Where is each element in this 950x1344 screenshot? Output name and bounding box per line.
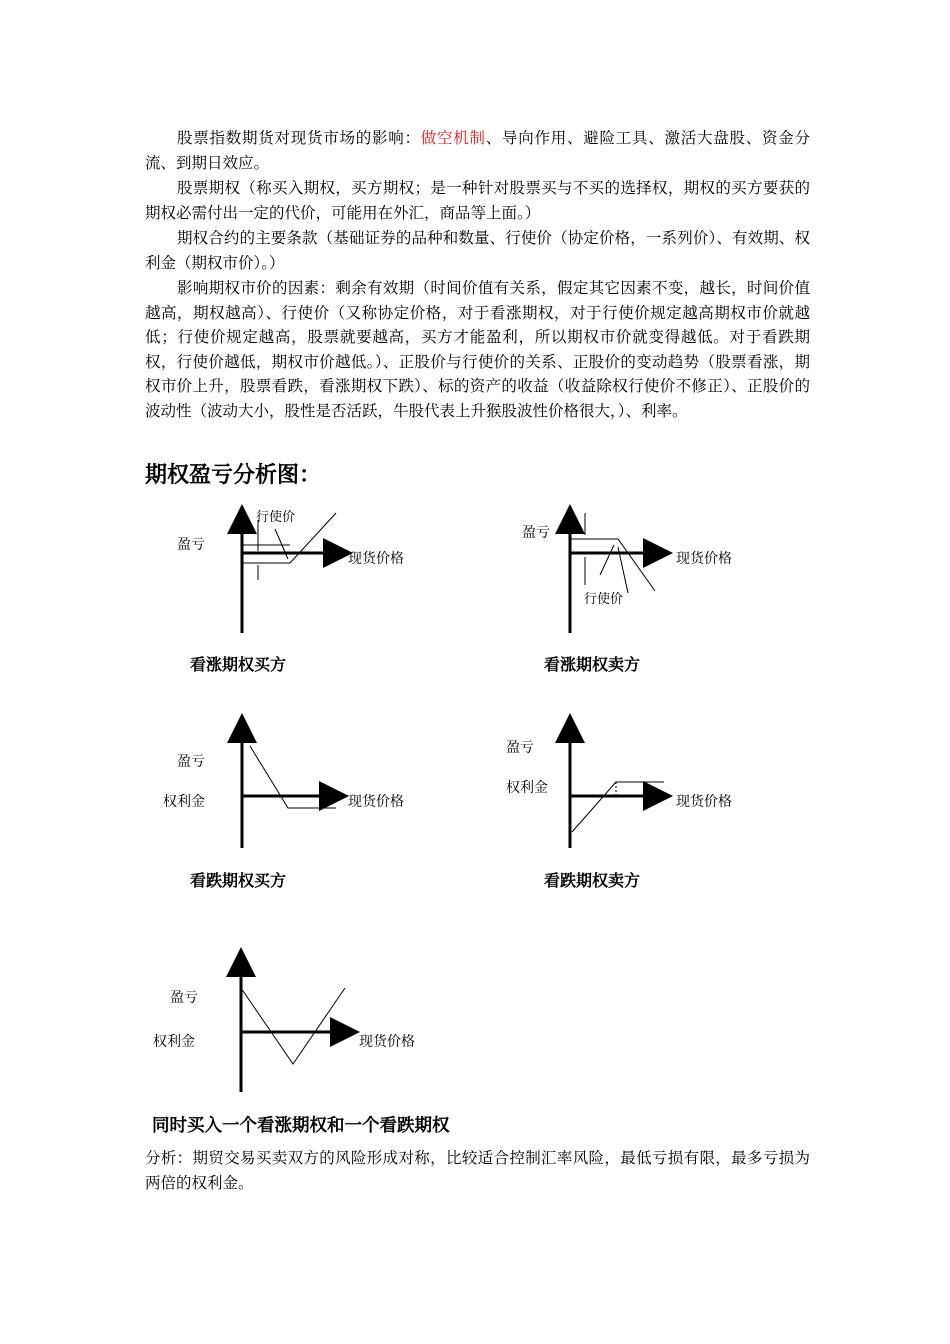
- payoff-line: [570, 539, 655, 591]
- payoff-line: [250, 746, 336, 808]
- price-label: 现货价格: [676, 794, 732, 810]
- p1-text: 股票指数期货对现货市场的影响：: [177, 129, 421, 147]
- profit-label: 盈亏: [177, 537, 205, 553]
- payoff-line: [572, 782, 664, 832]
- premium-label: 权利金: [153, 1034, 195, 1050]
- call-buyer-diagram: [150, 505, 470, 645]
- paragraph-price-factors: 影响期权市价的因素：剩余有效期（时间价值有关系，假定其它因素不变，越长，时间价值越高，期权越高）、行使价（又称协定价格，对于看涨期权，对于行使价规定越高期权市价就越低；行使价规定越高，股票就要越高，买方才能盈利，所以期权市价就变得越低。对于看跌期权，行使价越低，期权市价越低。）、正股价与行使价的关系、正股价的变动趋势（股票看涨，期权市价上升，股票看跌，看涨期权下跌）、标的资产的收益（收益除权行使价不修正）、正股价的波动性（波动大小，股性是否活跃，牛股代表上升猴股波性价格很大，）、利率。: [145, 279, 810, 420]
- strike-label: 行使价: [256, 510, 296, 525]
- price-label: 现货价格: [348, 794, 404, 810]
- premium-label: 权利金: [163, 794, 205, 810]
- price-label: 现货价格: [359, 1034, 415, 1050]
- profit-label: 盈亏: [522, 525, 550, 541]
- straddle-diagram: [145, 958, 485, 1098]
- premium-label: 权利金: [506, 780, 548, 796]
- put-seller-diagram: [500, 722, 820, 852]
- paragraph-stock-options: 股票期权（称买入期权，买方期权；是一种针对股票买与不买的选择权，期权的买方要获的期权必需付出一定的代价，可能用在外汇，商品等上面。）: [145, 179, 810, 222]
- paragraph-contract-terms: 期权合约的主要条款（基础证券的品种和数量、行使价（协定价格，一系列价）、有效期、权利金（期权市价）。）: [145, 229, 810, 272]
- put-buyer-caption: 看跌期权买方: [190, 871, 287, 890]
- straddle-caption: 同时买入一个看涨期权和一个看跌期权: [152, 1116, 450, 1136]
- payoff-line: [241, 988, 345, 1064]
- call-seller-diagram: [510, 505, 830, 645]
- profit-label: 盈亏: [177, 754, 205, 770]
- call-seller-caption: 看涨期权卖方: [544, 655, 641, 674]
- strike-label: 行使价: [584, 592, 624, 607]
- p1-text-rest: 、导向作用、避险工具、激活大盘股、资金分流、到期日效应。: [145, 129, 810, 172]
- price-label: 现货价格: [348, 551, 404, 567]
- profit-label: 盈亏: [170, 990, 198, 1006]
- profit-label: 盈亏: [506, 740, 534, 756]
- analysis-paragraph: 分析：期贸交易买卖双方的风险形成对称，比较适合控制汇率风险，最低亏损有限，最多亏损为两倍的权利金。: [145, 1149, 810, 1192]
- paragraph-stock-index-futures: [145, 126, 810, 175]
- put-buyer-diagram: [150, 722, 470, 852]
- section-heading: 期权盈亏分析图：: [145, 463, 322, 488]
- short-selling-highlight: 做空机制: [420, 129, 486, 147]
- price-label: 现货价格: [676, 551, 732, 567]
- call-buyer-caption: 看涨期权买方: [190, 655, 287, 674]
- put-seller-caption: 看跌期权卖方: [544, 871, 641, 890]
